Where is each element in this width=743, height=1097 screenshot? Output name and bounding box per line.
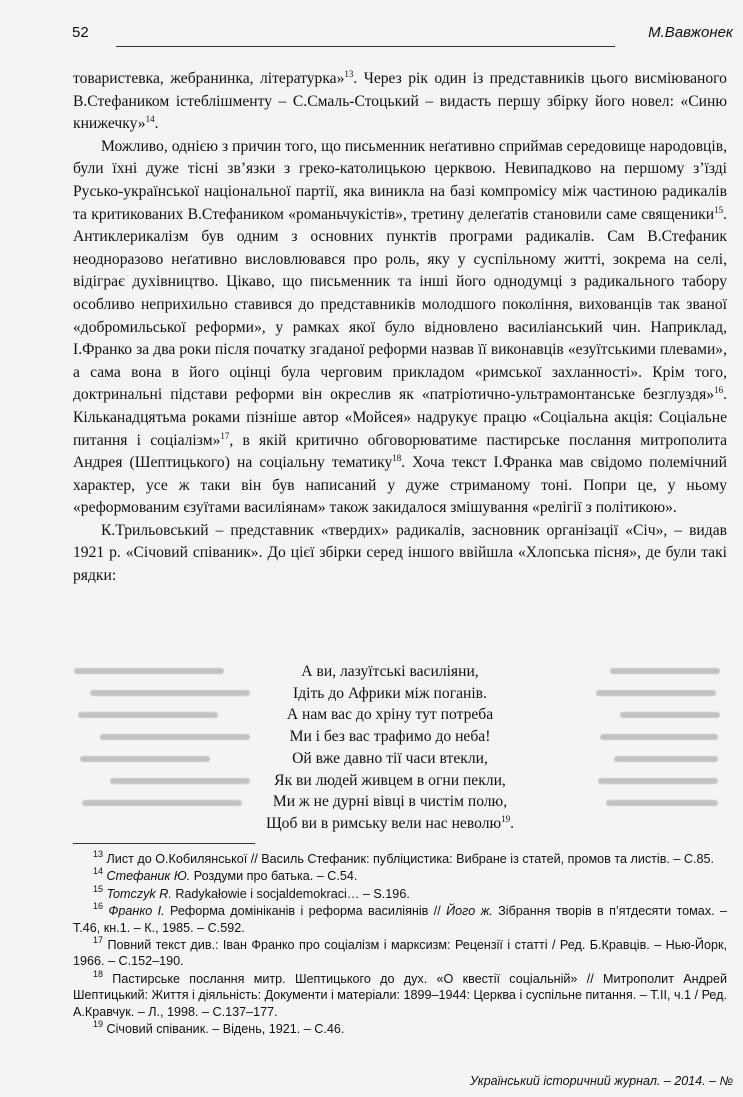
poem-line: [200, 726, 580, 748]
page-number: 52: [72, 24, 89, 41]
footnote-ref: 16: [714, 385, 724, 396]
paragraph-text: .: [154, 115, 159, 133]
paragraph-text: , в якій критично обговорюватиме пастирське послання митрополита Андрея (Шептицького) на соціальну тематику: [73, 431, 728, 472]
footnote-text: Лист до О.Кобилянської // Василь Стефаник: публіцистика: Вибране із статей, промов та листів. – С.85.: [106, 852, 715, 866]
bleed-through-right: [590, 662, 730, 822]
footnote-text: Пастирське послання митр. Шептицького до дух. «О квестії соціальній» // Митрополит Андрей Шептицький: Життя і діяльність: Документи і матеріали: 1899–1944: Церква і суспільне питання. – Т.II, ч.1 / Ред. А.Кравчук. – Л., 1998. – С.137–177.: [73, 971, 728, 1019]
footnote-number: 13: [93, 849, 104, 859]
footnotes: [73, 851, 727, 1038]
footnote-text: Січовий співаник. – Відень, 1921. – С.46.: [106, 1022, 345, 1037]
body-text: [73, 68, 727, 588]
footnote-ref: 19: [501, 813, 511, 824]
poem-block: [200, 661, 580, 835]
footnote: [73, 903, 727, 936]
paragraph-text: . Через рік один із представників цього висміюваного В.Стефаником істеблішменту – С.Смаль-Стоцький – видасть першу збірку його новел: «Синю книжечку»: [73, 70, 727, 133]
footnote-author: Франко І.: [108, 904, 165, 919]
footnote: [73, 968, 728, 1020]
footnote-number: 19: [93, 1019, 104, 1030]
footnote: [73, 1021, 727, 1037]
footnote-number: 15: [93, 883, 104, 894]
paragraph-text: . Кільканадцятьма роками пізніше автор «Мойсея» надрукує працю «Соціальна акція: Соціальне питання і соціалізм»: [73, 386, 727, 449]
footnote-ref: 17: [220, 430, 230, 441]
poem-line: [200, 704, 580, 726]
poem-line-text: Ідіть до Африки між поганів.: [293, 684, 487, 702]
bleed-through-right-marks: [590, 662, 730, 822]
paragraph: [73, 68, 727, 136]
footnote-text: Повний текст див.: Іван Франко про соціалізм і марксизм: Рецензії і статті / Ред. Б.Кравців. – Нью-Йорк, 1966. – С.152–190.: [73, 938, 727, 969]
footnote-ref: 14: [145, 114, 155, 125]
footnote-author: Стефаник Ю.: [106, 869, 191, 884]
paragraph: [73, 136, 727, 520]
footnote: [73, 883, 727, 902]
poem-line-text: Ми ж не дурні вівці в чистім полю,: [272, 793, 508, 811]
footnote-text: Зібрання творів в п’ятдесяти томах. – Т.46, кн.1. – К., 1985. – С.592.: [73, 904, 727, 935]
paragraph: [73, 520, 727, 588]
poem-line-text: Ой вже давно тії часи втекли,: [292, 749, 488, 767]
footnote: [73, 868, 727, 884]
footnote-text: Radykałowie i socjaldemokraci… – S.196.: [171, 886, 410, 901]
poem-line: [200, 683, 580, 705]
running-header: [72, 18, 735, 46]
poem-line-text: Щоб ви в римську вели нас неволю: [265, 814, 502, 832]
poem-line-text: А нам вас до хріну тут потреба: [286, 706, 494, 724]
footnote-text: Реформа домініканів і реформа василіянів //: [164, 904, 447, 919]
poem-line-text: А ви, лазуїтські василіяни,: [301, 663, 479, 680]
footnote-number: 14: [93, 866, 104, 877]
footnote-author: Його ж.: [446, 904, 493, 919]
paragraph-text: К.Трильовський – представник «твердих» радикалів, засновник організації «Січ», – видав 1921 р. «Січовий співаник». До цієї збірки серед іншого ввійшла «Хлопська пісня», де були такі рядки:: [73, 521, 727, 585]
poem-line: [200, 748, 580, 770]
footnote: [73, 851, 727, 867]
footnote-ref: 13: [344, 69, 354, 79]
paragraph-text: . Хоча текст І.Франка мав свідомо полемічний характер, усе ж таки він був написаний у дуже стриманому тоні. Попри це, у ньому «реформованим єзуїтами василіянам» також закидалося змішування «релігії з політикою».: [73, 454, 727, 517]
paragraph-text: Можливо, однією з причин того, що письменник неґативно сприймав середовище народовців, були їхні дуже тісні зв’язки з греко-католицькою церквою. Невипадково на першому з’їзді Русько-української національної партії, яка виникла на базі компромісу між частиною радикалів та критикованих В.Стефаником «романьчукістів», третину делеґатів становили саме священики: [73, 137, 727, 223]
poem-line-text: Як ви людей живцем в огни пекли,: [274, 771, 506, 789]
running-author: М.Вавжонек: [648, 24, 733, 41]
footnote-text: Роздуми про батька. – С.54.: [190, 869, 358, 884]
footnote-number: 17: [93, 935, 104, 946]
footnote-author: Tomczyk R.: [106, 886, 172, 901]
footnote-number: 18: [93, 968, 104, 979]
footnote: [73, 937, 727, 970]
footnote-number: 16: [93, 901, 104, 912]
poem-line: Щоб ви в римську вели нас неволю$^{19}$.: [265, 813, 515, 832]
header-rule: [116, 46, 615, 47]
journal-footer: Український історичний журнал. – 2014. – №: [469, 1074, 733, 1088]
footnote-ref: 18: [392, 453, 402, 464]
poem-line-text: Ми і без вас трафимо до неба!: [289, 728, 491, 746]
footnote-ref: 15: [714, 204, 724, 215]
paragraph-text: товаристевка, жебранинка, літературка»: [73, 70, 345, 87]
paragraph-text: . Антиклерикалізм був одним з основних пунктів програми радикалів. Сам В.Стефаник неодноразово неґативно висловлювався про роль, яку у суспільному житті, зокрема на селі, відіграє духівництво. Цікаво, що письменник та інші його однодумці з радикального табору особливо неприхильно ставився до представників молодшого покоління, вихованців так званої «добромильської реформи», у рамках якої було відновлено василіанський чин. Наприклад, І.Франко за два роки після початку згаданої реформи назвав її виконавців «езуїтськими плевами», а сама вона в його оцінці була черговим прикладом «римської захланності». Крім того, доктринальні підстави реформи він окреслив як «патріотично-ультрамонтанське безглуздя»: [73, 205, 727, 404]
poem-line: [200, 770, 580, 792]
poem-line: [200, 791, 580, 813]
poem-line: [200, 661, 580, 683]
footnote-rule: [73, 843, 255, 844]
